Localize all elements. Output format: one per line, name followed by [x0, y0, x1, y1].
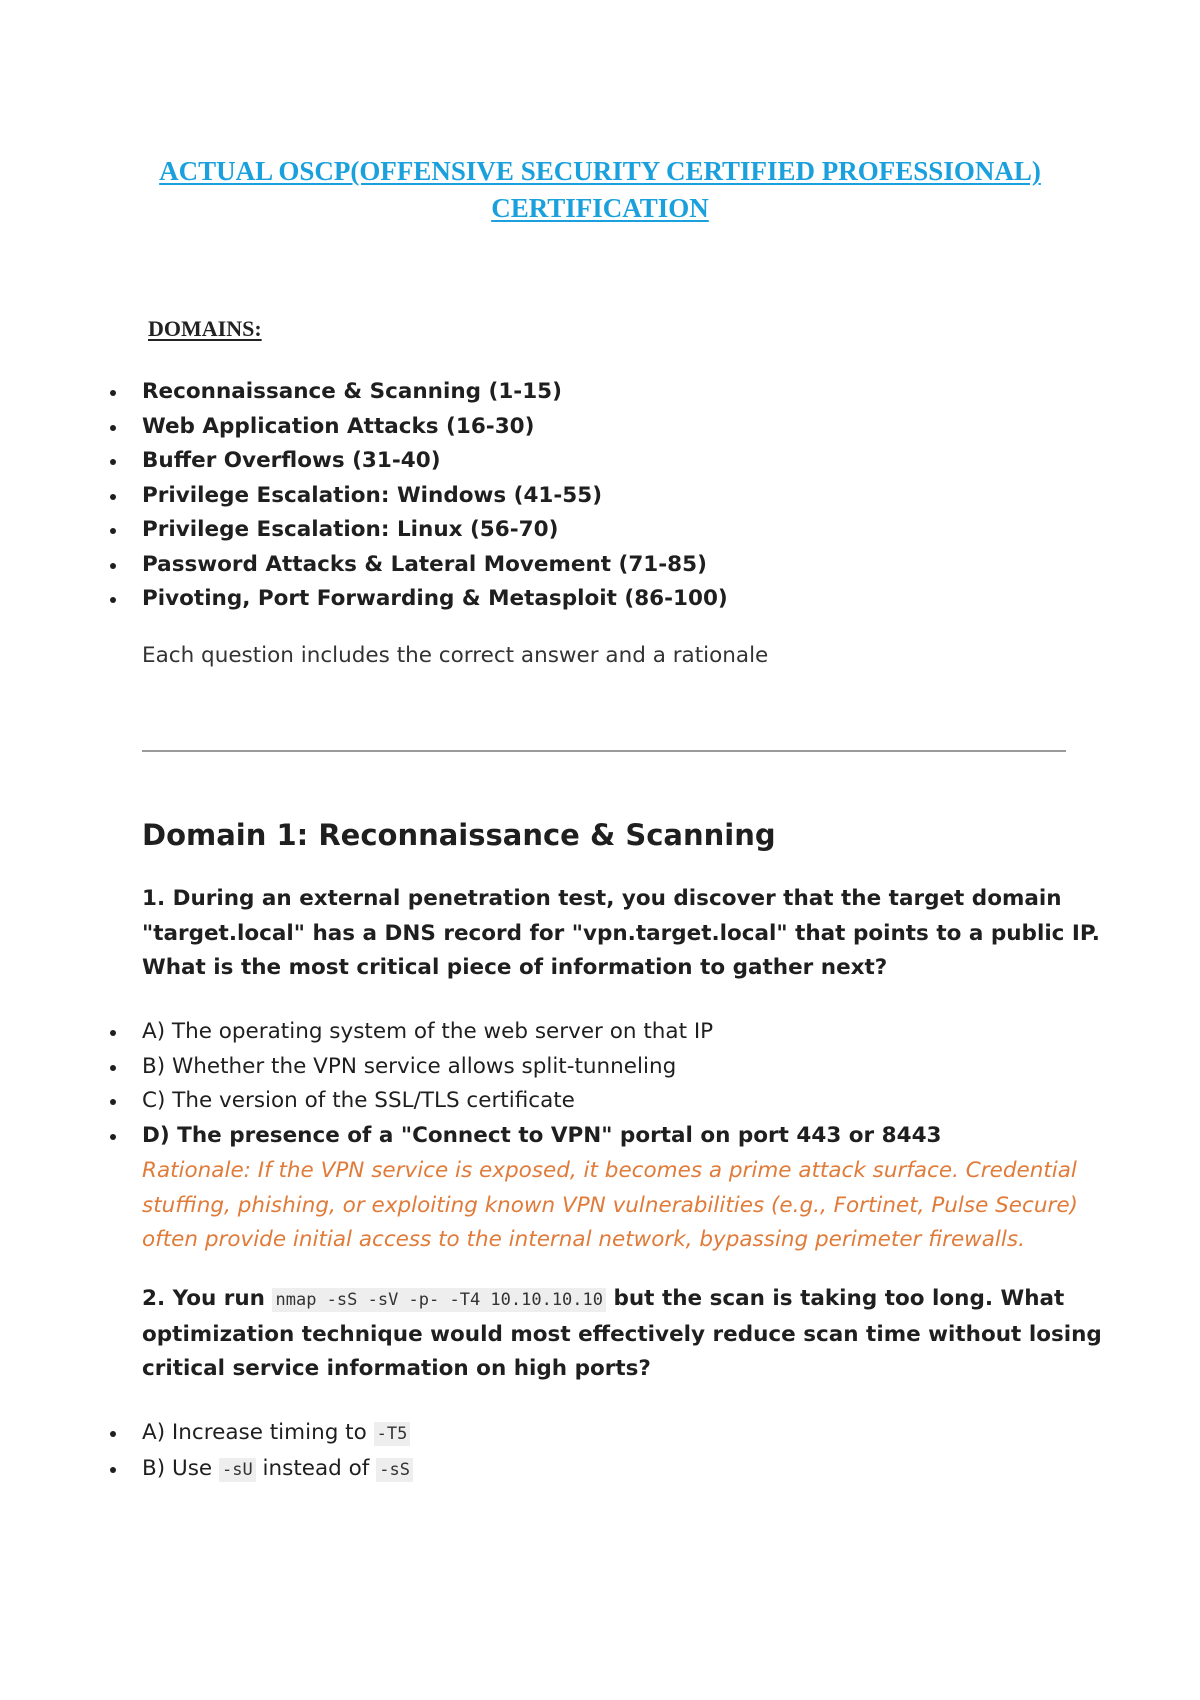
answer-option [142, 1452, 413, 1488]
question-text: 2. You run [142, 1286, 273, 1311]
question-line [142, 1282, 1072, 1318]
domains-heading: DOMAINS: [148, 316, 262, 341]
title-line-1: ACTUAL OSCP(OFFENSIVE SECURITY CERTIFIED PROFESSIONAL) [159, 156, 1041, 186]
rationale-line: stuffing, phishing, or exploiting known VPN vulnerabilities (e.g., Fortinet, Pulse Secure) [142, 1192, 1078, 1218]
question-2-options [142, 1416, 413, 1487]
list-item: Web Application Attacks (16-30) [142, 410, 728, 445]
question-text: but the scan is taking too long. What [606, 1286, 1065, 1311]
list-item: Password Attacks & Lateral Movement (71-85) [142, 548, 728, 583]
question-line: "target.local" has a DNS record for "vpn.target.local" that points to a public IP. [142, 920, 1100, 946]
option-text: B) Use [142, 1455, 219, 1481]
question-line: 1. During an external penetration test, you discover that the target domain [142, 886, 1062, 911]
question-1-rationale [142, 1154, 1078, 1258]
correct-answer-option: D) The presence of a "Connect to VPN" portal on port 443 or 8443 [142, 1119, 942, 1154]
inline-code: nmap -sS -sV -p- -T4 10.10.10.10 [272, 1288, 606, 1312]
question-line: critical service information on high ports? [142, 1356, 651, 1381]
list-item: Privilege Escalation: Windows (41-55) [142, 479, 728, 514]
list-item: Privilege Escalation: Linux (56-70) [142, 513, 728, 548]
section-heading: Domain 1: Reconnaissance & Scanning [142, 818, 776, 852]
question-1 [142, 882, 1100, 986]
title-line-2: CERTIFICATION [491, 193, 709, 223]
intro-note: Each question includes the correct answer and a rationale [142, 643, 769, 668]
list-item: Buffer Overflows (31-40) [142, 444, 728, 479]
domain-list [142, 375, 728, 617]
answer-option [142, 1416, 413, 1452]
answer-option: C) The version of the SSL/TLS certificate [142, 1084, 942, 1119]
inline-code: -sS [376, 1458, 413, 1482]
inline-code: -sU [219, 1458, 256, 1482]
list-item: Pivoting, Port Forwarding & Metasploit (86-100) [142, 582, 728, 617]
question-2 [142, 1282, 1102, 1387]
list-item: Reconnaissance & Scanning (1-15) [142, 375, 728, 410]
rationale-line: often provide initial access to the internal network, bypassing perimeter firewalls. [142, 1227, 1025, 1252]
rationale-line: Rationale: If the VPN service is exposed, it becomes a prime attack surface. Credential [142, 1158, 1077, 1183]
document-title [100, 153, 1100, 227]
option-text: A) Increase timing to [142, 1420, 374, 1445]
answer-option: A) The operating system of the web server on that IP [142, 1015, 942, 1050]
question-line: optimization technique would most effectively reduce scan time without losing [142, 1321, 1102, 1347]
question-line: What is the most critical piece of information to gather next? [142, 955, 888, 980]
option-text: instead of [255, 1455, 377, 1481]
inline-code: -T5 [374, 1422, 411, 1446]
answer-option: B) Whether the VPN service allows split-tunneling [142, 1050, 942, 1085]
question-1-options [142, 1015, 942, 1153]
section-divider [142, 750, 1066, 752]
